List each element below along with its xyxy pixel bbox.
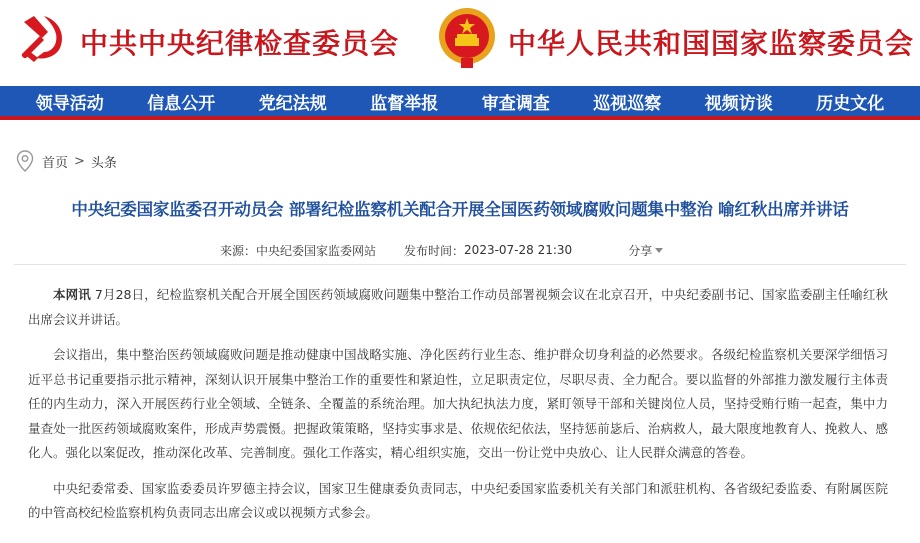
article-meta <box>220 240 663 260</box>
paragraph-1-text: 7月28日，纪检监察机关配合开展全国医药领域腐败问题集中整治工作动员部署视频会议在北京召开，中央纪委副书记、国家监委副主任喻红秋出席会议并讲话。 <box>28 287 888 327</box>
nav-item-history[interactable]: 历史文化 <box>816 93 885 114</box>
article-title: 中央纪委国家监委召开动员会 部署纪检监察机关配合开展全国医药领域腐败问题集中整治 喻红秋出席并讲话 <box>71 200 849 219</box>
nsc-title[interactable]: 中华人民共和国国家监察委员会 <box>508 27 915 60</box>
source-value: 中央纪委国家监委网站 <box>256 243 377 258</box>
cpc-ccdi-title[interactable]: 中共中央纪律检查委员会 <box>80 27 400 60</box>
lead-label: 本网讯 <box>53 287 91 302</box>
publish-time-value: 2023-07-28 21:30 <box>464 243 573 257</box>
breadcrumb <box>16 149 117 173</box>
article-body <box>28 283 888 537</box>
site-header <box>0 0 920 86</box>
chevron-down-icon <box>655 248 663 253</box>
national-emblem-icon[interactable] <box>435 6 499 70</box>
nav-item-inspection[interactable]: 巡视巡察 <box>593 93 662 114</box>
share-button[interactable] <box>628 242 663 259</box>
location-pin-icon <box>16 150 34 172</box>
paragraph-1 <box>28 283 888 332</box>
nav-item-investigation[interactable]: 审查调查 <box>481 93 550 114</box>
breadcrumb-current-link[interactable]: 头条 <box>90 155 117 171</box>
party-emblem-icon[interactable] <box>14 10 70 66</box>
main-nav <box>0 86 920 120</box>
share-label: 分享 <box>628 243 653 258</box>
source-label: 来源： <box>220 243 257 258</box>
paragraph-2: 会议指出，集中整治医药领域腐败问题是推动健康中国战略实施、净化医药行业生态、维护群众切身利益的必然要求。各级纪检监察机关要深学细悟习近平总书记重要指示批示精神，深刻认识开展集中整治工作的重要性和紧迫性，立足职责定位，尽职尽责、全力配合。要以监督的外部推力激发履行主体责任的内生动力，深入开展医药行业全领域、全链条、全覆盖的系统治理。加大执纪执法力度，紧盯领导干部和关键岗位人员，坚持受贿行贿一起查，集中力量查处一批医药领域腐败案件，形成声势震慑。把握政策策略，坚持实事求是、依规依纪依法，坚持惩前毖后、治病救人，最大限度地教育人、挽救人、感化人。强化以案促改，推动深化改革、完善制度。强化工作落实，精心组织实施，交出一份让党中央放心、让人民群众满意的答卷。 <box>28 347 888 460</box>
nav-item-disclosure[interactable]: 信息公开 <box>147 93 216 114</box>
nav-item-leadership[interactable]: 领导活动 <box>35 93 104 114</box>
nav-item-video[interactable]: 视频访谈 <box>704 93 773 114</box>
breadcrumb-home-link[interactable]: 首页 <box>42 155 69 171</box>
paragraph-3: 中央纪委常委、国家监委委员许罗德主持会议，国家卫生健康委负责同志，中央纪委国家监委机关有关部门和派驻机构、各省级纪委监委、有附属医院的中管高校纪检监察机构负责同志出席会议或以视频方式参会。 <box>28 480 888 520</box>
nav-item-report[interactable]: 监督举报 <box>370 93 439 114</box>
meta-divider <box>14 264 906 265</box>
breadcrumb-separator: > <box>74 153 85 169</box>
publish-time-label: 发布时间： <box>404 243 465 258</box>
nav-item-regulations[interactable]: 党纪法规 <box>258 93 327 114</box>
